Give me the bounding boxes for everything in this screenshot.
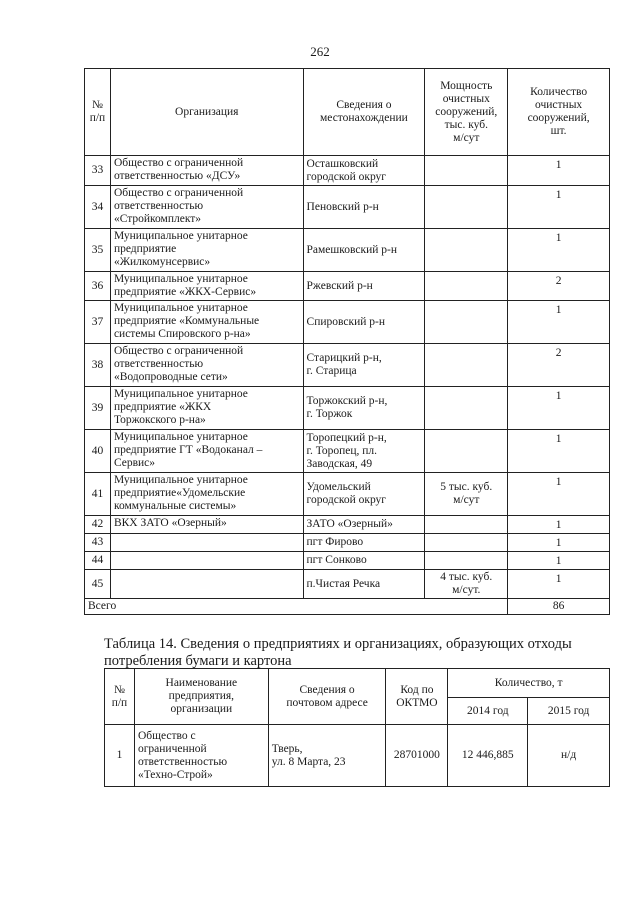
header-count: Количество очистных сооружений, шт. [508, 69, 610, 156]
quantity-2015-cell: н/д [528, 725, 610, 787]
location-cell: Осташковский городской округ [303, 156, 425, 186]
location-cell: пгт Фирово [303, 534, 425, 552]
count-cell: 1 [508, 473, 610, 516]
capacity-cell [425, 534, 508, 552]
table-row [85, 552, 610, 570]
total-label: Всего [85, 599, 508, 615]
table-row [85, 186, 610, 229]
organization-cell: Муниципальное унитарное предприятие «ЖКХ Торжокского р-на» [110, 387, 303, 430]
row-number: 38 [85, 344, 111, 387]
row-number: 39 [85, 387, 111, 430]
capacity-cell [425, 552, 508, 570]
location-cell: Торопецкий р-н, г. Торопец, пл. Заводская, 49 [303, 430, 425, 473]
table-row [85, 534, 610, 552]
table-row [85, 570, 610, 599]
count-cell: 1 [508, 301, 610, 344]
location-cell: ЗАТО «Озерный» [303, 516, 425, 534]
capacity-cell [425, 344, 508, 387]
header-oktmo: Код по ОКТМО [386, 669, 448, 725]
row-number: 40 [85, 430, 111, 473]
table-row [105, 725, 610, 787]
header-num: № п/п [105, 669, 135, 725]
location-cell: Старицкий р-н, г. Старица [303, 344, 425, 387]
row-number: 37 [85, 301, 111, 344]
header-quantity: Количество, т [448, 669, 610, 698]
header-location: Сведения о местонахождении [303, 69, 425, 156]
row-number: 33 [85, 156, 111, 186]
location-cell: пгт Сонково [303, 552, 425, 570]
row-number: 1 [105, 725, 135, 787]
count-cell: 1 [508, 387, 610, 430]
header-num: № п/п [85, 69, 111, 156]
organization-cell: Общество с ограниченной ответственностью «Водопроводные сети» [110, 344, 303, 387]
organization-cell: Муниципальное унитарное предприятие«Удомельские коммунальные системы» [110, 473, 303, 516]
total-count: 86 [508, 599, 610, 615]
header-address: Сведения о почтовом адресе [268, 669, 386, 725]
organization-cell [110, 570, 303, 599]
capacity-cell: 5 тыс. куб. м/сут [425, 473, 508, 516]
table-row [85, 272, 610, 301]
header-name: Наименование предприятия, организации [134, 669, 268, 725]
location-cell: Ржевский р-н [303, 272, 425, 301]
paper-waste-table [104, 668, 610, 787]
organization-cell [110, 552, 303, 570]
row-number: 41 [85, 473, 111, 516]
count-cell: 1 [508, 570, 610, 599]
treatment-facilities-table [84, 68, 610, 615]
organization-cell: Муниципальное унитарное предприятие «Коммунальные системы Спировского р-на» [110, 301, 303, 344]
table-row [85, 156, 610, 186]
address-cell: Тверь, ул. 8 Марта, 23 [268, 725, 386, 787]
table-row [85, 229, 610, 272]
capacity-cell [425, 516, 508, 534]
organization-cell: Муниципальное унитарное предприятие «Жилкомунсервис» [110, 229, 303, 272]
count-cell: 1 [508, 516, 610, 534]
count-cell: 1 [508, 534, 610, 552]
page-number: 262 [310, 44, 330, 59]
location-cell: Спировский р-н [303, 301, 425, 344]
header-2015: 2015 год [528, 698, 610, 725]
location-cell: Торжокский р-н, г. Торжок [303, 387, 425, 430]
organization-cell: Общество с ограниченной ответственностью «Стройкомплект» [110, 186, 303, 229]
row-number: 36 [85, 272, 111, 301]
table-row [85, 473, 610, 516]
table-row [85, 387, 610, 430]
row-number: 44 [85, 552, 111, 570]
capacity-cell [425, 387, 508, 430]
total-row [85, 599, 610, 615]
organization-cell: ВКХ ЗАТО «Озерный» [110, 516, 303, 534]
capacity-cell: 4 тыс. куб. м/сут. [425, 570, 508, 599]
row-number: 43 [85, 534, 111, 552]
capacity-cell [425, 186, 508, 229]
organization-cell: Общество с ограниченной ответственностью «ДСУ» [110, 156, 303, 186]
header-organization: Организация [110, 69, 303, 156]
count-cell: 1 [508, 156, 610, 186]
count-cell: 1 [508, 430, 610, 473]
count-cell: 1 [508, 186, 610, 229]
table-row [85, 516, 610, 534]
organization-cell [110, 534, 303, 552]
table-row [85, 430, 610, 473]
row-number: 34 [85, 186, 111, 229]
table-14-caption: Таблица 14. Сведения о предприятиях и организациях, образующих отходы потребления бумаги и картона [104, 636, 572, 669]
capacity-cell [425, 229, 508, 272]
location-cell: Удомельский городской округ [303, 473, 425, 516]
header-capacity: Мощность очистных сооружений, тыс. куб. м/сут [425, 69, 508, 156]
count-cell: 2 [508, 344, 610, 387]
location-cell: Пеновский р-н [303, 186, 425, 229]
organization-cell: Муниципальное унитарное предприятие «ЖКХ-Сервис» [110, 272, 303, 301]
table-header-row [105, 669, 610, 698]
quantity-2014-cell: 12 446,885 [448, 725, 528, 787]
table-header-row [85, 69, 610, 156]
table-row [85, 344, 610, 387]
organization-cell: Муниципальное унитарное предприятие ГТ «Водоканал – Сервис» [110, 430, 303, 473]
oktmo-cell: 28701000 [386, 725, 448, 787]
location-cell: п.Чистая Речка [303, 570, 425, 599]
table-row [85, 301, 610, 344]
row-number: 35 [85, 229, 111, 272]
count-cell: 2 [508, 272, 610, 301]
row-number: 45 [85, 570, 111, 599]
count-cell: 1 [508, 229, 610, 272]
count-cell: 1 [508, 552, 610, 570]
capacity-cell [425, 156, 508, 186]
row-number: 42 [85, 516, 111, 534]
capacity-cell [425, 430, 508, 473]
header-2014: 2014 год [448, 698, 528, 725]
name-cell: Общество с ограниченной ответственностью «Техно-Строй» [134, 725, 268, 787]
capacity-cell [425, 272, 508, 301]
location-cell: Рамешковский р-н [303, 229, 425, 272]
capacity-cell [425, 301, 508, 344]
